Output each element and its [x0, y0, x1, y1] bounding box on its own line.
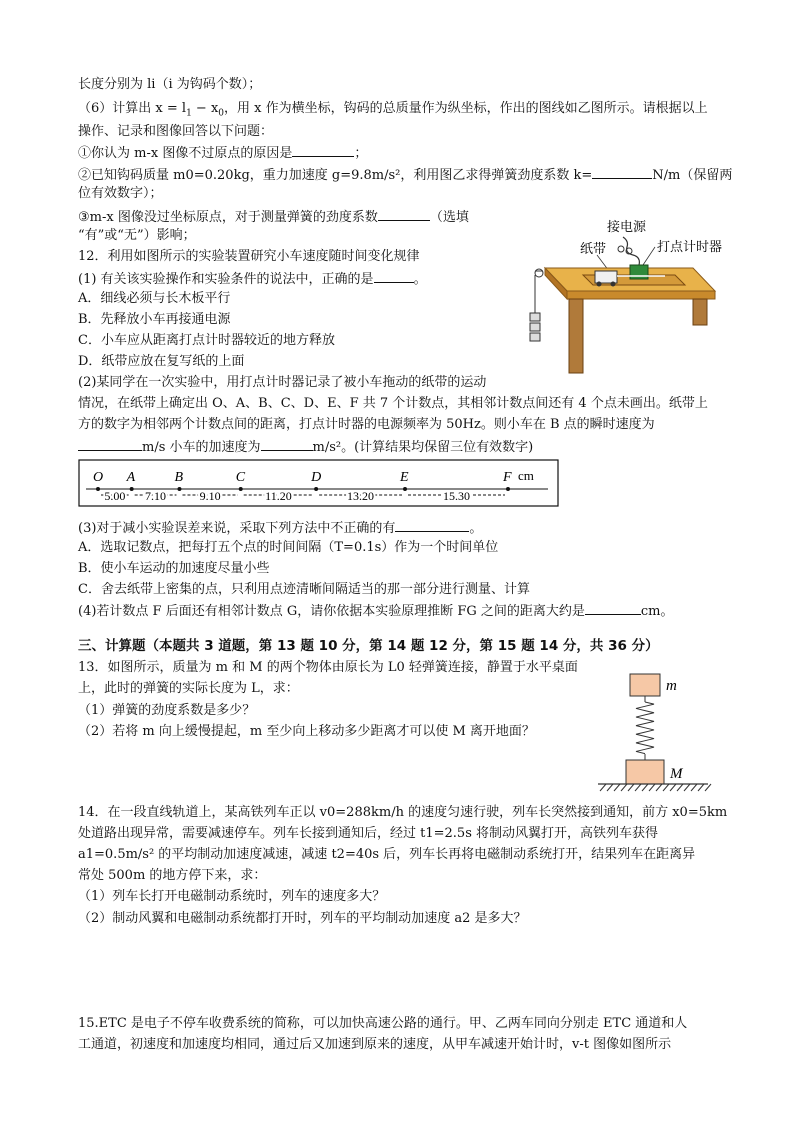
option-c: C．小车应从距离打点计时器较近的地方释放 [78, 333, 335, 348]
label-m: m [666, 678, 677, 694]
option-b: B．使小车运动的加速度尽量小些 [78, 561, 270, 576]
tape-point-label: O [93, 470, 104, 485]
text-line: “有”或“无”）影响； [78, 228, 196, 243]
tape-dot [403, 487, 407, 491]
ground-hatch [607, 784, 613, 791]
text-line: （1）列车长打开电磁制动系统时，列车的速度多大？ [78, 889, 386, 904]
text-line: （6）计算出 $x = l_1 - x_0$，用 x 作为横坐标，钩码的总质量作为纵坐标，作出的图线如乙图所示。请根据以上 [78, 101, 708, 119]
label-timer: 打点计时器 [657, 239, 723, 254]
text-line: 方的数字为相邻两个计数点间的距离，打点计时器的电源频率为 50Hz。则小车在 B 点的瞬时速度为 [78, 417, 655, 432]
text-line: ②已知钩码质量 m0=0.20kg，重力加速度 g=9.8m/s²，利用图乙求得弹簧劲度系数 k= N/m（保留两 [78, 165, 732, 185]
text-line: 位有效数字）； [78, 186, 163, 201]
tape-distance-label: 13.20 [347, 489, 375, 503]
text-line: （2）若将 m 向上缓慢提起，m 至少向上移动多少距离才可以使 M 离开地面？ [78, 724, 535, 739]
text-line: （2）制动风翼和电磁制动系统都打开时，列车的平均制动加速度 a2 是多大？ [78, 911, 527, 926]
ground-hatch [635, 784, 641, 791]
answer-blank[interactable] [395, 518, 469, 532]
tape-point-label: F [503, 470, 512, 485]
text-line: 处道路出现异常，需要减速停车。列车长接到通知后，经过 t1=2.5s 将制动风翼打开，高铁列车获得 [78, 826, 658, 841]
option-a: A．细线必须与长木板平行 [78, 291, 231, 306]
tape-distance-label: 5.00 [104, 489, 126, 503]
ground-hatch [628, 784, 634, 791]
ground-hatch [684, 784, 690, 791]
tape-distance-label: 7.10 [145, 489, 167, 503]
text-line: 12．利用如图所示的实验装置研究小车速度随时间变化规律 [78, 249, 420, 264]
tape-point-label: B [174, 470, 184, 485]
option-c: C．舍去纸带上密集的点，只利用点迹清晰间隔适当的那一部分进行测量、计算 [78, 582, 530, 597]
tape-dot [96, 487, 100, 491]
tape-dot [506, 487, 510, 491]
text-line: 情况，在纸带上确定出 O、A、B、C、D、E、F 共 7 个计数点，其相邻计数点间还有 4 个点未画出。纸带上 [78, 396, 708, 411]
ground-hatch [705, 784, 711, 791]
ground-hatch [691, 784, 697, 791]
option-a: A．选取记数点，把每打五个点的时间间隔（T=0.1s）作为一个时间单位 [78, 540, 499, 555]
text-line: 上，此时的弹簧的实际长度为 L，求： [78, 681, 299, 696]
label-power: 接电源 [607, 219, 647, 234]
spring-figure [596, 670, 712, 796]
answer-blank[interactable] [585, 601, 641, 615]
text-line: (1) 有关该实验操作和实验条件的说法中，正确的是 。 [78, 269, 427, 289]
tape-distance-label: 11.20 [265, 489, 292, 503]
text-line: (3)对于减小实验误差来说，采取下列方法中不正确的有 。 [78, 518, 482, 538]
section-heading: 三、计算题（本题共 3 道题，第 13 题 10 分，第 14 题 12 分，第 15 题 14 分，共 36 分） [78, 638, 659, 654]
ground-hatch [649, 784, 655, 791]
answer-blank[interactable] [378, 207, 430, 221]
ground-hatch [600, 784, 606, 791]
text-line: ③m-x 图像没过坐标原点，对于测量弹簧的劲度系数 （选填 [78, 207, 469, 227]
text-line: (2)某同学在一次实验中，用打点计时器记录了被小车拖动的纸带的运动 [78, 375, 487, 390]
text-line: 常处 500m 的地方停下来，求： [78, 868, 267, 883]
answer-blank[interactable] [592, 165, 652, 179]
paper-tape-figure [78, 459, 560, 511]
answer-blank[interactable] [78, 437, 142, 451]
answer-blank[interactable] [292, 143, 354, 157]
ground-hatch [642, 784, 648, 791]
tape-distance-label: 15.30 [442, 489, 470, 503]
ground-hatch [621, 784, 627, 791]
tape-point-label: C [235, 470, 246, 485]
text-line: ①你认为 m-x 图像不过原点的原因是 ； [78, 143, 367, 163]
tape-dot [239, 487, 243, 491]
tape-distance-label: 9.10 [199, 489, 221, 503]
text-line: a1=0.5m/s² 的平均制动加速度减速，减速 t2=40s 后，列车长再将电磁制动系统打开，结果列车在距离异 [78, 847, 696, 862]
label-M: M [670, 766, 683, 782]
tape-point-label: A [126, 470, 136, 485]
text-line: 长度分别为 li（i 为钩码个数）； [78, 77, 262, 92]
answer-blank[interactable] [374, 269, 414, 283]
tape-point-label: E [399, 470, 409, 485]
ground-hatch [663, 784, 669, 791]
ground-hatch [698, 784, 704, 791]
text-line: 工通道，初速度和加速度均相同，通过后又加速到原来的速度，从甲车减速开始计时，v-t 图像如图所示 [78, 1037, 672, 1052]
text-line: 操作、记录和图像回答以下问题： [78, 124, 274, 139]
answer-blank[interactable] [261, 437, 313, 451]
text-line: m/s 小车的加速度为 m/s²。(计算结果均保留三位有效数字) [78, 437, 533, 457]
apparatus-figure [525, 213, 735, 378]
tape-unit: cm [518, 468, 534, 483]
text-line: 14．在一段直线轨道上，某高铁列车正以 v0=288km/h 的速度匀速行驶，列车长突然接到通知，前方 x0=5km [78, 805, 728, 820]
tape-dot [177, 487, 181, 491]
ground-hatch [677, 784, 683, 791]
text-line: (4)若计数点 F 后面还有相邻计数点 G，请你依据本实验原理推断 FG 之间的距离大约是 cm。 [78, 601, 674, 621]
text-line: 15.ETC 是电子不停车收费系统的简称，可以加快高速公路的通行。甲、乙两车同向分别走 ETC 通道和人 [78, 1016, 688, 1031]
text-line: 13．如图所示，质量为 m 和 M 的两个物体由原长为 L0 轻弹簧连接，静置于水平桌面 [78, 660, 578, 675]
label-tape: 纸带 [580, 241, 607, 256]
ground-hatch [670, 784, 676, 791]
ground-hatch [614, 784, 620, 791]
option-b: B．先释放小车再接通电源 [78, 312, 231, 327]
ground-hatch [656, 784, 662, 791]
tape-dot [314, 487, 318, 491]
tape-dot [130, 487, 134, 491]
option-d: D．纸带应放在复写纸的上面 [78, 354, 245, 369]
tape-point-label: D [311, 470, 322, 485]
text-line: （1）弹簧的劲度系数是多少？ [78, 703, 256, 718]
